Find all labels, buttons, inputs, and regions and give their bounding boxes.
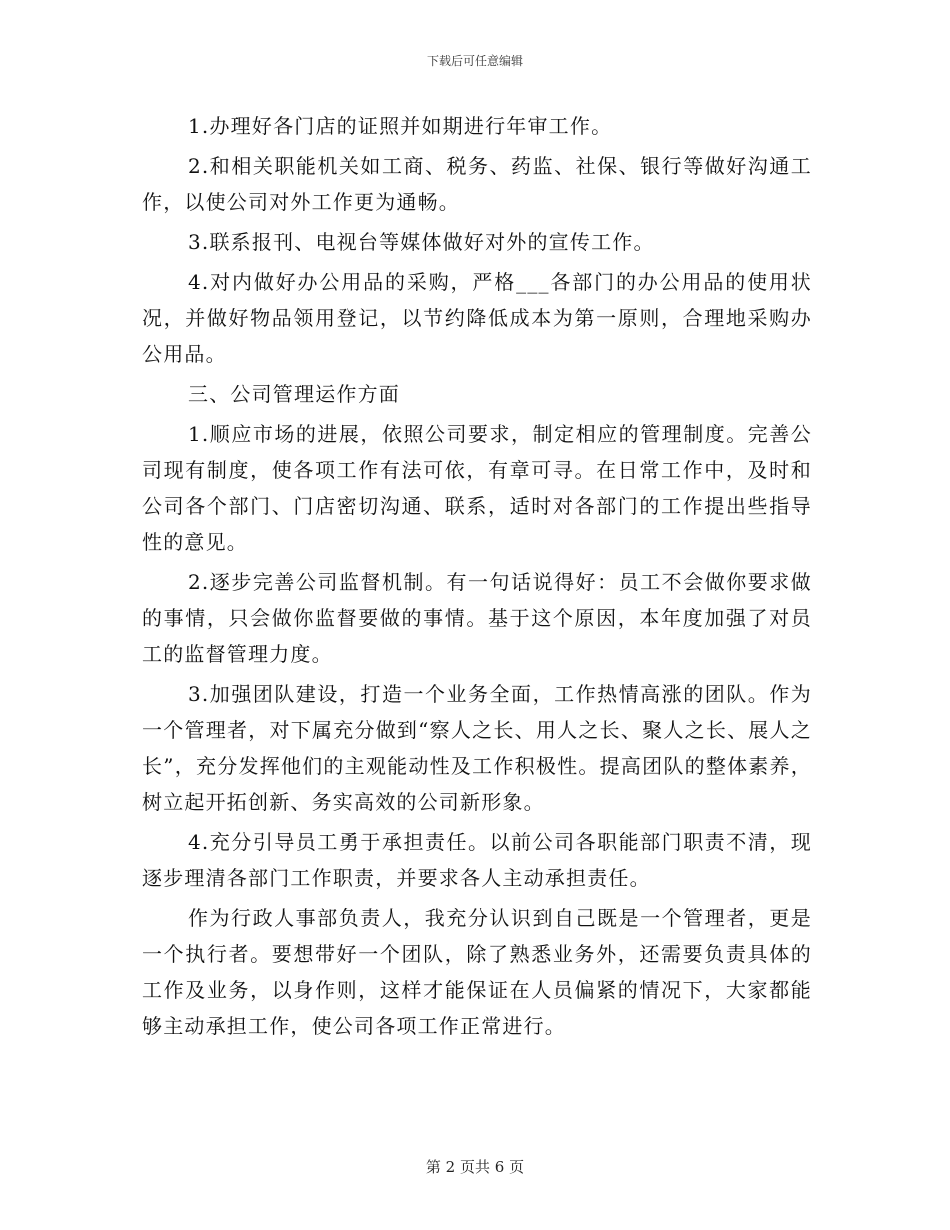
paragraph-management-4: 4.充分引导员工勇于承担责任。以前公司各职能部门职责不清，现逐步理清各部门工作职责，并要求各人主动承担责任。 [142,830,812,890]
paragraph-management-2: 2.逐步完善公司监督机制。有一句话说得好：员工不会做你要求做的事情，只会做你监督要做的事情。基于这个原因，本年度加强了对员工的监督管理力度。 [142,570,812,666]
paragraph-item-2: 2.和相关职能机关如工商、税务、药监、社保、银行等做好沟通工作，以使公司对外工作更为通畅。 [142,154,812,214]
page-number: 第 2 页共 6 页 [425,1158,525,1176]
paragraph-management-3: 3.加强团队建设，打造一个业务全面，工作热情高涨的团队。作为一个管理者，对下属充分做到“察人之长、用人之长、聚人之长、展人之长”，充分发挥他们的主观能动性及工作积极性。提高团队的整体素养，树立起开拓创新、务实高效的公司新形象。 [142,682,812,814]
paragraph-item-4: 4.对内做好办公用品的采购，严格___各部门的办公用品的使用状况，并做好物品领用登记，以节约降低成本为第一原则，合理地采购办公用品。 [142,270,812,366]
page-header-note: 下载后可任意编辑 [426,54,523,68]
paragraph-item-3: 3.联系报刊、电视台等媒体做好对外的宣传工作。 [188,230,655,254]
section-heading: 三、公司管理运作方面 [188,382,400,406]
paragraph-summary: 作为行政人事部负责人，我充分认识到自己既是一个管理者，更是一个执行者。要想带好一个团队，除了熟悉业务外，还需要负责具体的工作及业务，以身作则，这样才能保证在人员偏紧的情况下，大家都能够主动承担工作，使公司各项工作正常进行。 [142,906,812,1038]
paragraph-item-1: 1.办理好各门店的证照并如期进行年审工作。 [188,114,613,138]
paragraph-management-1: 1.顺应市场的进展，依照公司要求，制定相应的管理制度。完善公司现有制度，使各项工作有法可依，有章可寻。在日常工作中，及时和公司各个部门、门店密切沟通、联系，适时对各部门的工作提出些指导性的意见。 [142,422,812,554]
document-body [142,108,812,1048]
